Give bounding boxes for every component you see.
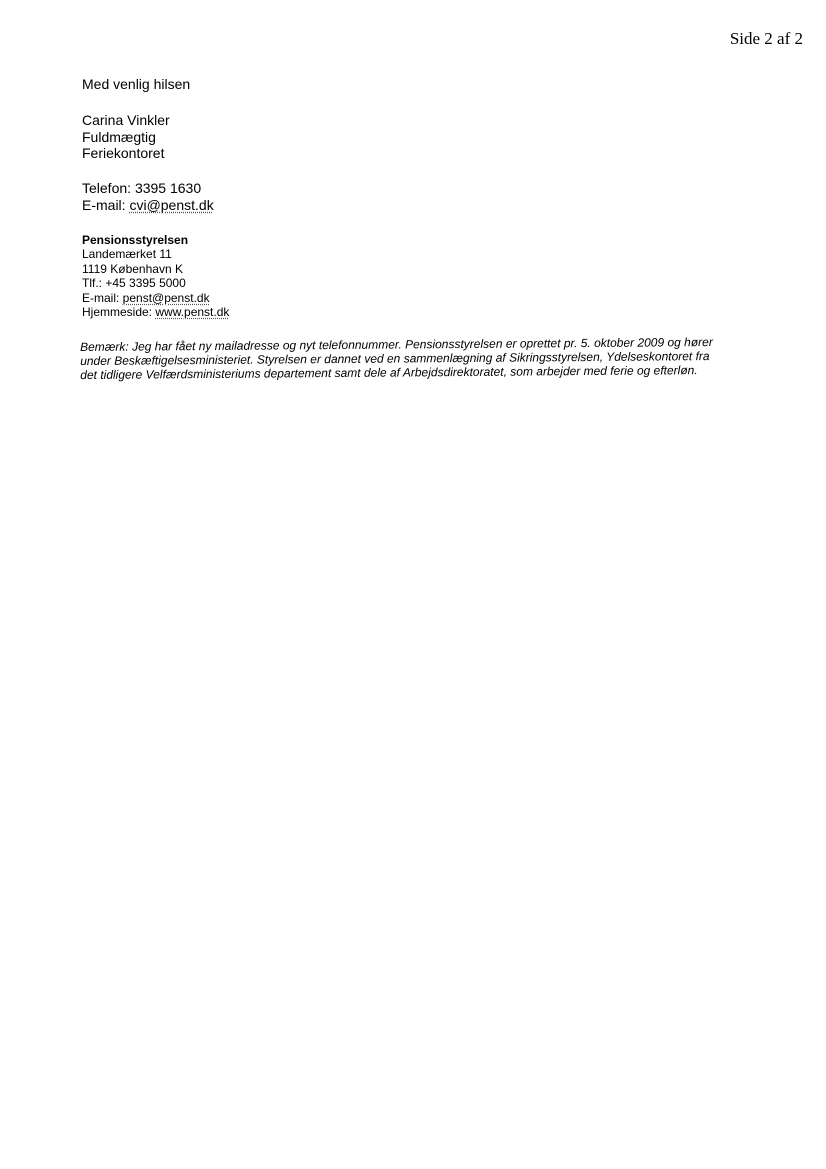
note-line: det tidligere Velfærdsministeriums departement samt dele af Arbejdsdirektoratet, som arbejder med ferie og efterløn. [80,363,698,383]
organization-email-link[interactable]: penst@penst.dk [122,290,210,305]
email-link[interactable]: cvi@penst.dk [129,196,214,213]
organization-website-label: Hjemmeside: [82,305,156,320]
organization-website-link[interactable]: www.penst.dk [155,305,230,320]
contact-block [82,180,214,213]
signer-title: Fuldmægtig [82,128,156,145]
email-line [82,197,214,214]
phone-label: Telefon: [82,180,135,196]
organization-phone: +45 3395 5000 [105,276,186,291]
organization-city: 1119 København K [82,261,183,276]
phone-line [82,180,214,197]
note-line: Bemærk: Jeg har fået ny mailadresse og nyt telefonnummer. Pensionsstyrelsen er oprettet pr. 5. oktober 2009 og hører [80,335,713,354]
organization-block [82,233,229,319]
organization-street: Landemærket 11 [82,247,172,262]
phone-number: 3395 1630 [134,180,202,196]
signer-name: Carina Vinkler [82,112,170,128]
organization-website-line [82,305,229,319]
email-label: E-mail: [82,196,130,213]
signer-department: Feriekontoret [82,145,165,161]
organization-email-label: E-mail: [82,290,123,305]
signature-block [82,112,170,162]
organization-email-line [82,291,229,305]
closing-salutation: Med venlig hilsen [82,76,191,92]
note-line: under Beskæftigelsesministeriet. Styrelsen er dannet ved en sammenlægning af Sikringsstyrelsen, Ydelseskontoret fra [80,349,710,369]
organization-phone-line [82,276,229,290]
organization-phone-label: Tlf.: [82,276,106,291]
organization-name: Pensionsstyrelsen [82,233,189,247]
note-paragraph [80,334,800,382]
page-number: Side 2 af 2 [729,29,803,48]
